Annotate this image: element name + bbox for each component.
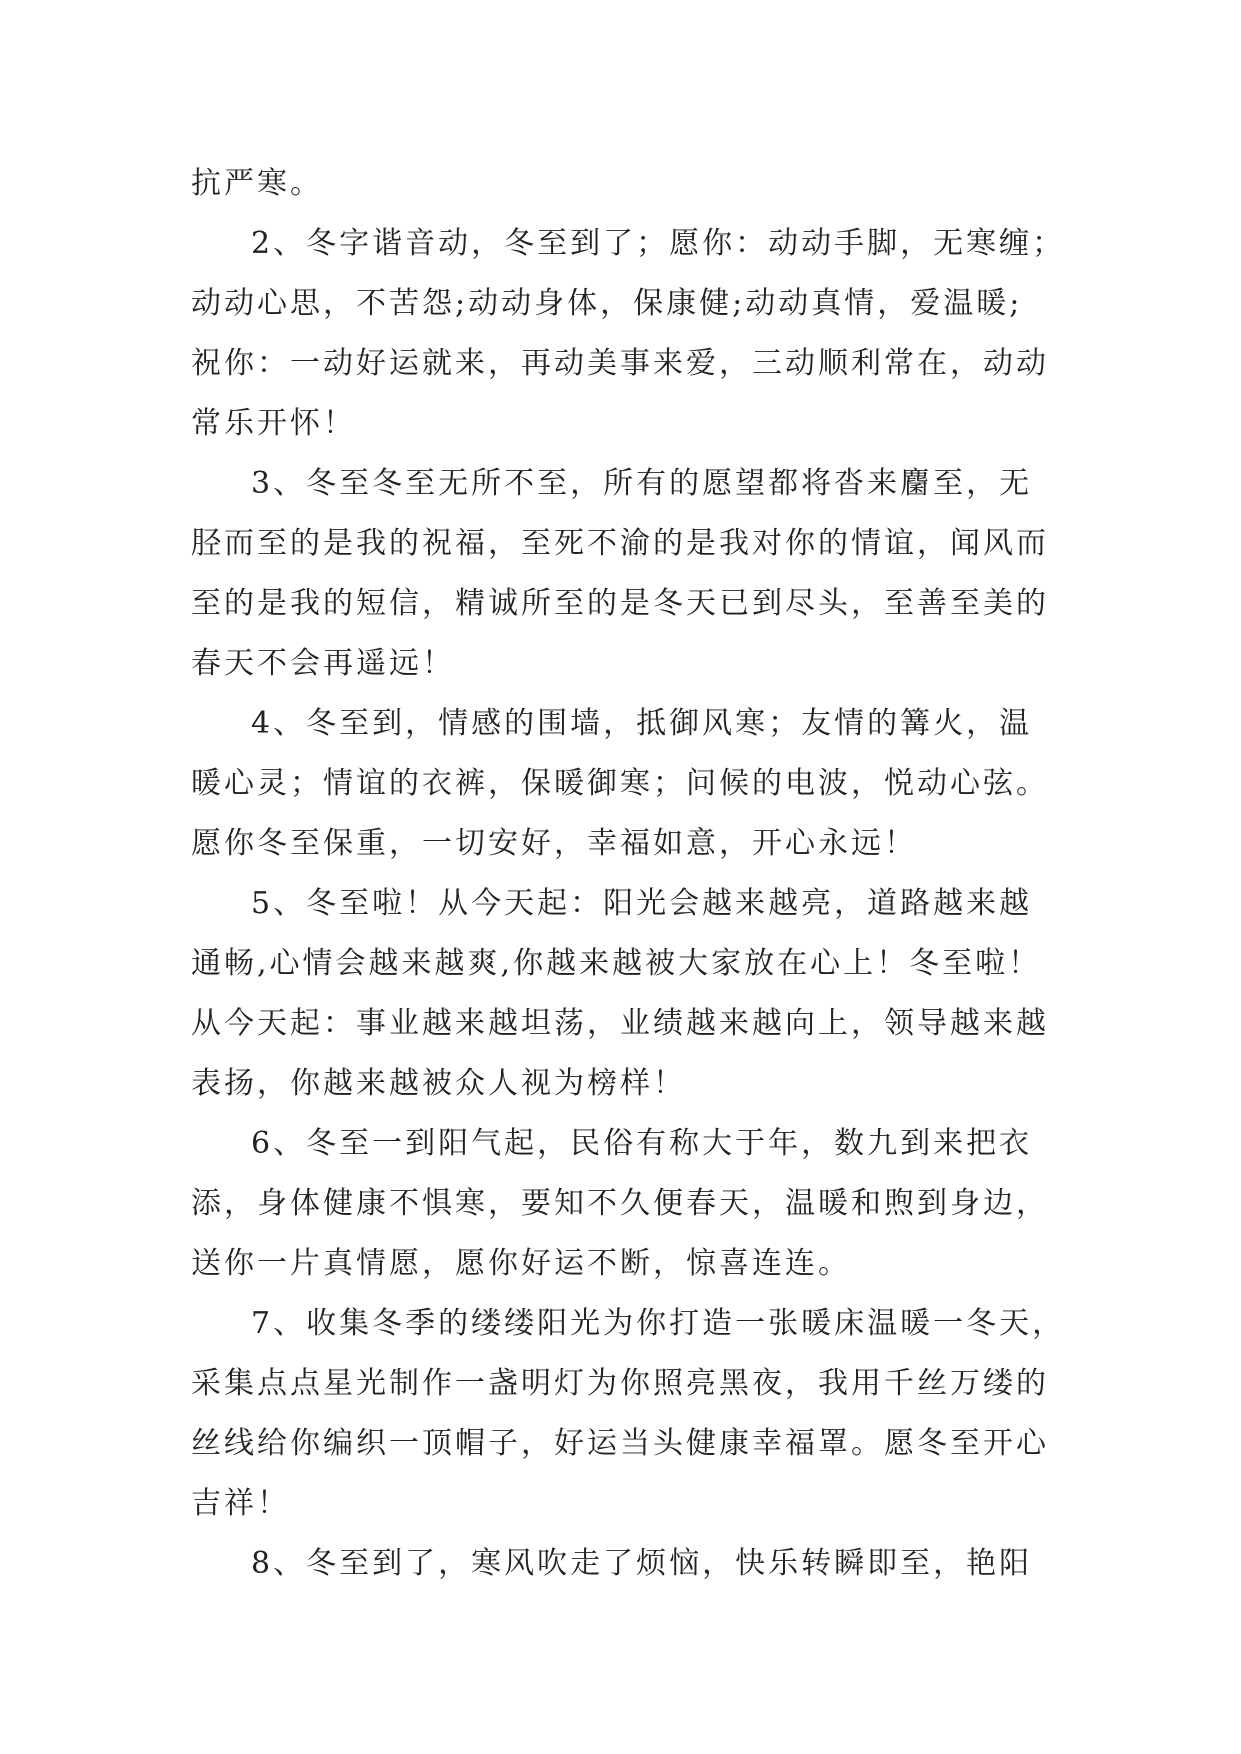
- paragraph-start-line: 8、冬至到了，寒风吹走了烦恼，快乐转瞬即至，艳阳: [251, 1546, 1033, 1581]
- paragraph-start-line: 2、冬字谐音动，冬至到了；愿你：动动手脚，无寒缠；: [251, 226, 1066, 261]
- text-line: 从今天起：事业越来越坦荡，业绩越来越向上，领导越来越: [191, 1006, 1049, 1041]
- text-line: 动动心思，不苦怨;动动身体，保康健;动动真情，爱温暖;: [191, 286, 1023, 321]
- text-line: 送你一片真情愿，愿你好运不断，惊喜连连。: [191, 1246, 851, 1281]
- text-line: 祝你：一动好运就来，再动美事来爱，三动顺利常在，动动: [191, 346, 1049, 381]
- paragraph-start-line: 6、冬至一到阳气起，民俗有称大于年，数九到来把衣: [251, 1126, 1033, 1161]
- text-line: 暖心灵；情谊的衣裤，保暖御寒；问候的电波，悦动心弦。: [191, 766, 1049, 801]
- text-line: 常乐开怀！: [191, 406, 356, 441]
- text-line: 通畅,心情会越来越爽,你越来越被大家放在心上！冬至啦！: [191, 946, 1042, 981]
- text-line: 抗严寒。: [191, 166, 323, 201]
- text-line: 丝线给你编织一顶帽子，好运当头健康幸福罩。愿冬至开心: [191, 1426, 1049, 1461]
- paragraph-start-line: 4、冬至到，情感的围墙，抵御风寒；友情的篝火，温: [251, 706, 1033, 741]
- document-body: [191, 154, 1066, 1594]
- paragraph-start-line: 3、冬至冬至无所不至，所有的愿望都将沓来麕至，无: [251, 466, 1033, 501]
- text-line: 添，身体健康不惧寒，要知不久便春天，温暖和煦到身边，: [191, 1186, 1049, 1221]
- text-line: 采集点点星光制作一盏明灯为你照亮黑夜，我用千丝万缕的: [191, 1366, 1049, 1401]
- text-line: 春天不会再遥远！: [191, 646, 455, 681]
- text-line: 吉祥！: [191, 1486, 290, 1521]
- text-line: 至的是我的短信，精诚所至的是冬天已到尽头，至善至美的: [191, 586, 1049, 621]
- text-line: 愿你冬至保重，一切安好，幸福如意，开心永远！: [191, 826, 917, 861]
- paragraph-start-line: 7、收集冬季的缕缕阳光为你打造一张暖床温暖一冬天，: [251, 1306, 1066, 1341]
- paragraph-start-line: 5、冬至啦！从今天起：阳光会越来越亮，道路越来越: [251, 886, 1033, 921]
- text-line: 胫而至的是我的祝福，至死不渝的是我对你的情谊，闻风而: [191, 526, 1049, 561]
- text-line: 表扬，你越来越被众人视为榜样！: [191, 1066, 686, 1101]
